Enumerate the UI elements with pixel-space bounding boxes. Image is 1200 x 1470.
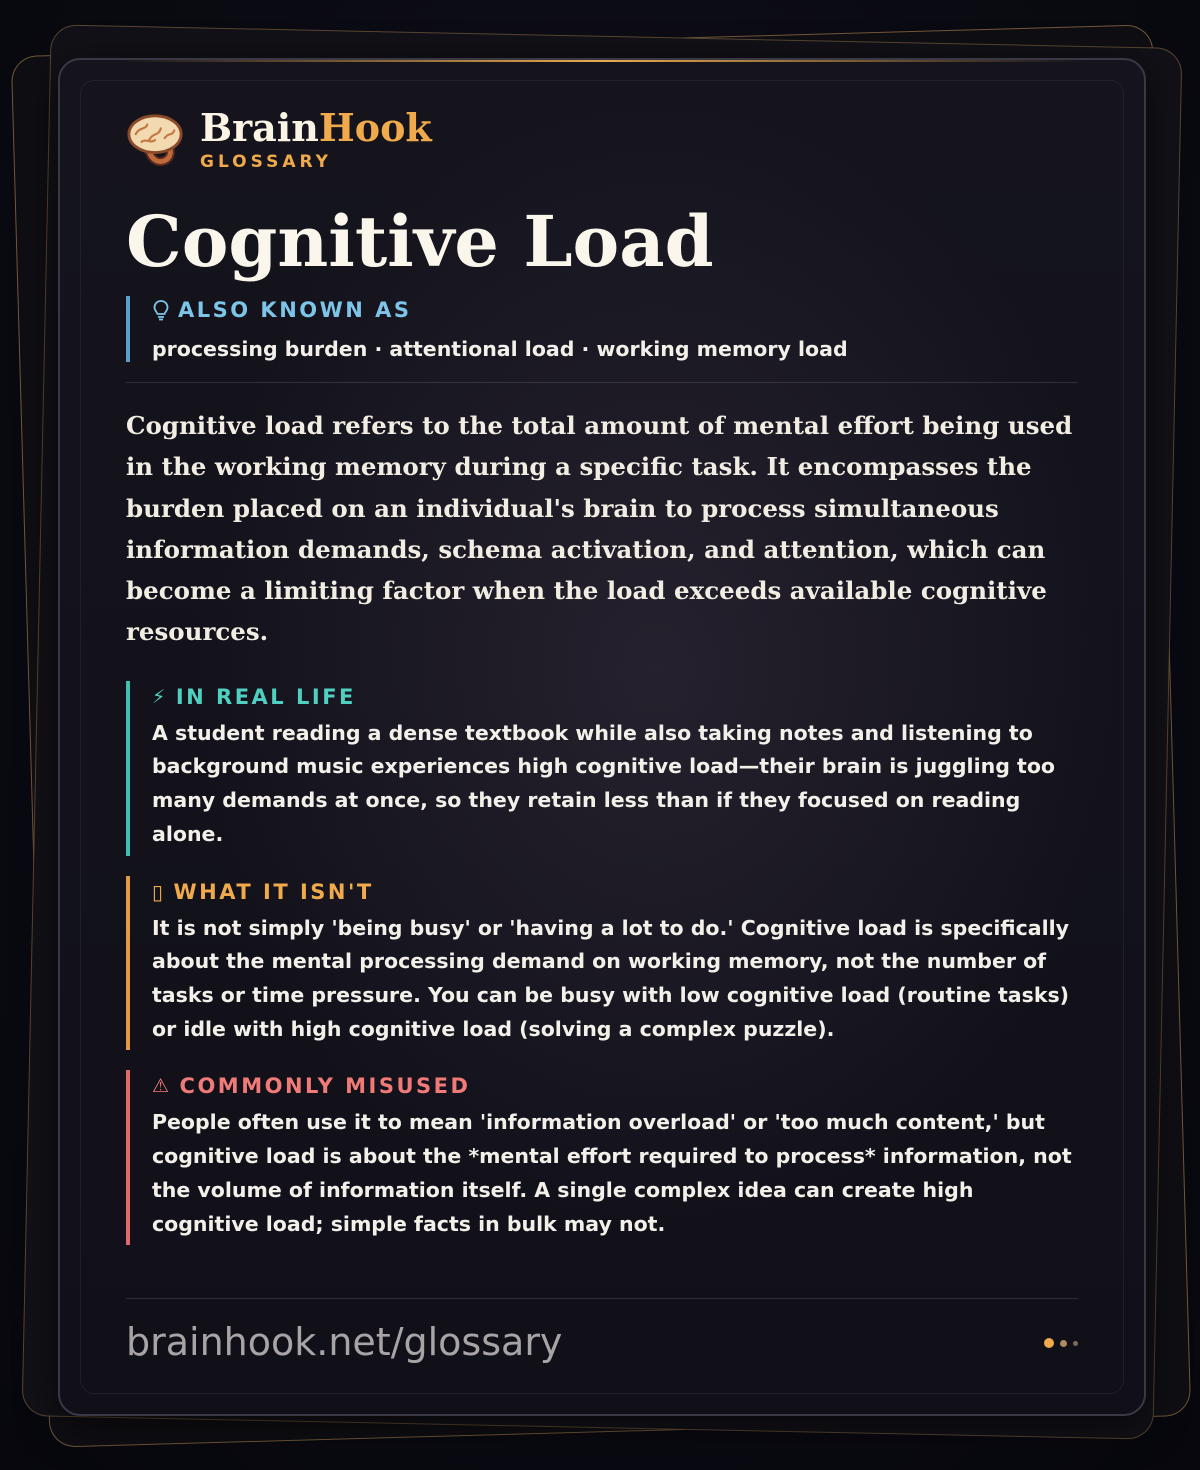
also-known-as-block [126,296,1078,362]
definition-text: Cognitive load refers to the total amount of mental effort being used in the working memory during a specific task. It encompasses the burden placed on an individual's brain to process simultaneous information demands, schema activation, and attention, which can become a limiting factor when the load exceeds available cognitive resources. [126,411,1073,647]
brand-name-part1: Brain [200,105,319,150]
brand-name [200,105,432,150]
section-commonly-misused [126,1070,1078,1245]
dot [1073,1341,1078,1346]
also-known-as-heading: ALSO KNOWN AS [178,298,412,322]
section-what-it-isnt [126,876,1078,1051]
what-it-isnt-body: It is not simply 'being busy' or 'having a lot to do.' Cognitive load is specifically about the mental processing demand on working memory, not the number of tasks or time pressure. You can be busy with low cognitive load (routine tasks) or idle with high cognitive load (solving a complex puzzle). [152,915,1070,1041]
page-title: Cognitive Load [126,200,714,283]
lightbulb-icon [152,299,170,321]
what-it-isnt-heading: WHAT IT ISN'T [173,879,374,904]
pagination-dots [1044,1338,1078,1348]
brand-name-part2: Hook [318,105,432,150]
dot-active [1044,1338,1054,1348]
warning-icon: ⚠ [152,1075,172,1098]
in-real-life-body: A student reading a dense textbook while also taking notes and listening to background music experiences high cognitive load—their brain is juggling too many demands at once, so they retain less than if they focused on reading alone. [152,720,1055,846]
brand-subtitle: GLOSSARY [200,152,332,172]
in-real-life-heading: IN REAL LIFE [175,684,356,709]
lightning-icon: ⚡ [152,685,168,708]
missing-glyph-icon: ▯ [152,879,166,904]
section-in-real-life [126,681,1078,856]
footer-url-link[interactable]: brainhook.net/glossary [126,1320,563,1364]
brain-hook-icon [126,111,184,169]
card-top-accent [120,60,1084,62]
dot [1060,1340,1067,1347]
section-divider [126,382,1078,383]
also-known-as-values: processing burden · attentional load · working memory load [152,337,848,361]
commonly-misused-body: People often use it to mean 'information overload' or 'too much content,' but cognitive load is about the *mental effort required to process* information, not the volume of information itself. A single complex idea can create high cognitive load; simple facts in bulk may not. [152,1110,1072,1236]
brand-header [126,105,1078,172]
card-content [126,100,1078,1245]
glossary-card [58,58,1146,1416]
footer-divider [126,1298,1078,1299]
commonly-misused-heading: COMMONLY MISUSED [179,1074,471,1099]
